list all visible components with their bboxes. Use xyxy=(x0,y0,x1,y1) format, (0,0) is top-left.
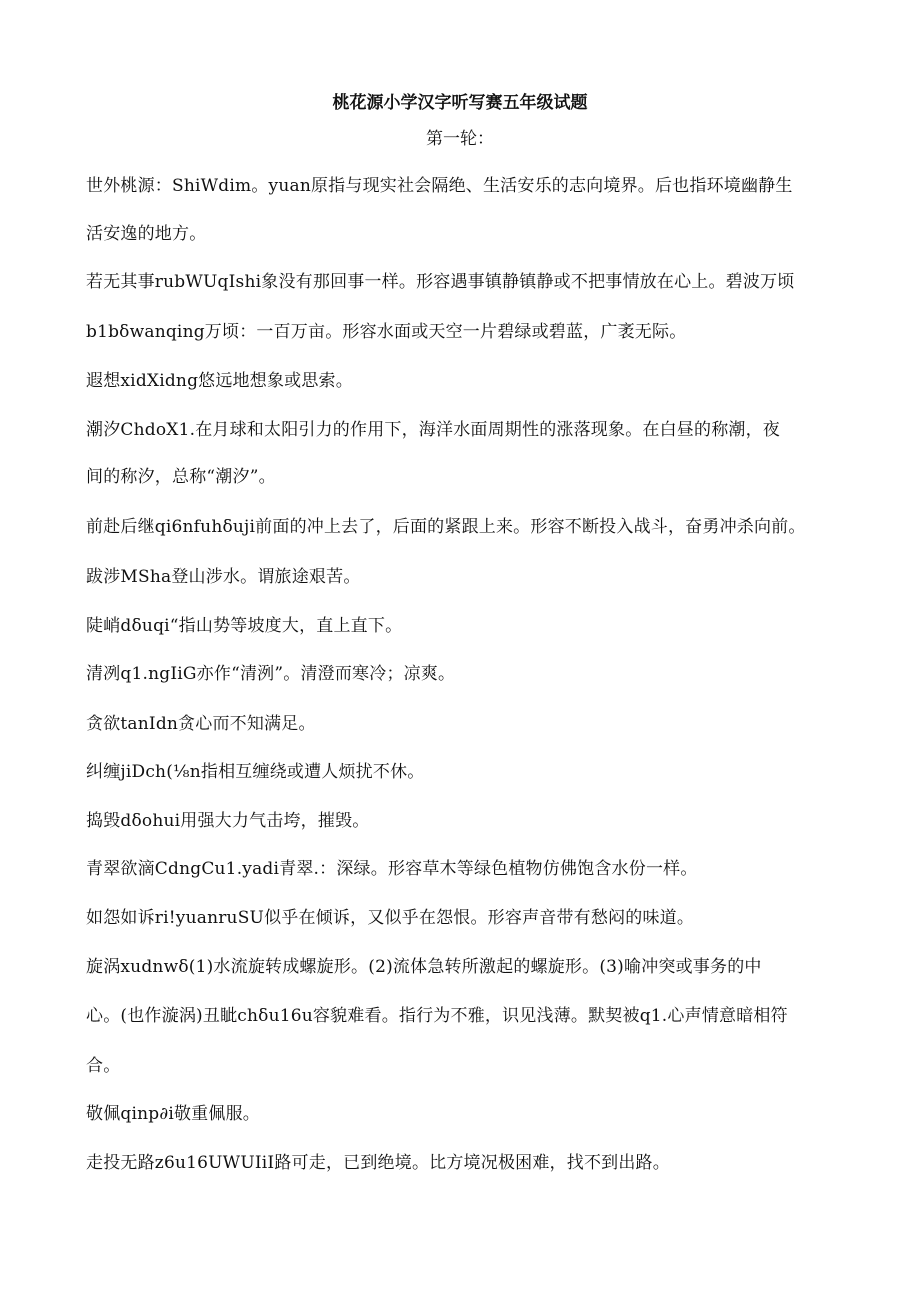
text-line-7: 间的称汐，总称“潮汐”。 xyxy=(86,467,276,487)
text-line-2: 活安逸的地方。 xyxy=(86,224,207,244)
round-subtitle: 第一轮： xyxy=(426,129,494,149)
text-line-11: 清冽q1.ngIiG亦作“清洌”。清澄而寒冷；凉爽。 xyxy=(86,664,456,684)
text-line-1: 世外桃源：ShiWdim。yuan原指与现实社会隔绝、生活安乐的志向境界。后也指环境幽静生 xyxy=(86,176,793,196)
text-line-16: 如怨如诉ri!yuanruSU似乎在倾诉，又似乎在怨恨。形容声音带有愁闷的味道。 xyxy=(86,908,695,928)
text-line-5: 遐想xidXidng悠远地想象或思索。 xyxy=(86,371,353,391)
text-line-13: 纠缠jiDch(⅛n指相互缠绕或遭人烦扰不休。 xyxy=(86,762,425,782)
text-line-8: 前赴后继qi6nfuhδuji前面的冲上去了，后面的紧跟上来。形容不断投入战斗，奋勇冲杀向前。 xyxy=(86,517,806,537)
text-line-6: 潮汐ChdoX1.在月球和太阳引力的作用下，海洋水面周期性的涨落现象。在白昼的称潮，夜 xyxy=(86,420,780,440)
document-title: 桃花源小学汉字听写赛五年级试题 xyxy=(332,93,588,113)
text-line-3: 若无其事rubWUqIshi象没有那回事一样。形容遇事镇静镇静或不把事情放在心上。碧波万顷 xyxy=(86,272,795,292)
text-line-19: 合。 xyxy=(86,1056,121,1076)
text-line-10: 陡峭dδuqi“指山势等坡度大，直上直下。 xyxy=(86,616,403,636)
text-line-21: 走投无路z6u16UWUIiI路可走，已到绝境。比方境况极困难，找不到出路。 xyxy=(86,1153,670,1173)
text-line-9: 跋涉MSha登山涉水。谓旅途艰苦。 xyxy=(86,567,361,587)
text-line-15: 青翠欲滴CdngCu1.yadi青翠.：深绿。形容草木等绿色植物仿佛饱含水份一样。 xyxy=(86,859,698,879)
text-line-18: 心。(也作漩涡)丑眦chδu16u容貌难看。指行为不雅，识见浅薄。默契被q1.心声情意暗相符 xyxy=(86,1006,788,1026)
text-line-14: 捣毁dδohui用强大力气击垮，摧毁。 xyxy=(86,811,370,831)
text-line-17: 旋涡xudnwδ(1)水流旋转成螺旋形。(2)流体急转所激起的螺旋形。(3)喻冲突或事务的中 xyxy=(86,957,762,977)
text-line-12: 贪欲tanIdn贪心而不知满足。 xyxy=(86,714,316,734)
text-line-20: 敬佩qinp∂i敬重佩服。 xyxy=(86,1104,260,1124)
text-line-4: b1bδwanqing万顷：一百万亩。形容水面或天空一片碧绿或碧蓝，广袤无际。 xyxy=(86,322,687,342)
